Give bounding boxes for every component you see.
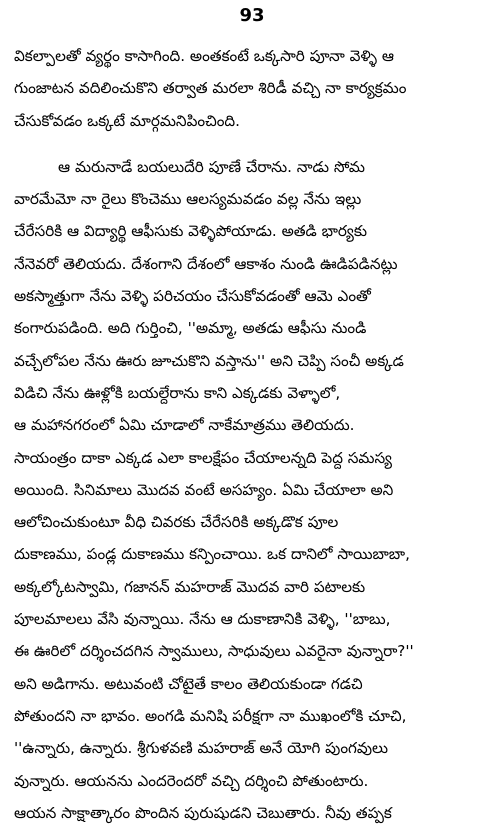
text-line: ''ఉన్నారు, ఉన్నారు. శ్రీగుళవణి మహరాజ్ అనే యోగి పుంగవులు — [14, 739, 389, 758]
text-line: ఆ మహానగరంలో ఏమి చూడాలో నాకేమాత్రము తెలియదు. — [14, 416, 355, 435]
text-line: సాయంత్రం దాకా ఎక్కడ ఎలా కాలక్షేపం చేయాలన్నది పెద్ద సమస్య — [14, 448, 392, 467]
text-line: అయింది. సినిమాలు మొదవ వంటే అసహ్యం. ఏమి చేయాలా అని — [14, 480, 394, 499]
text-line: పోతుందని నా భావం. అంగడి మనిషి పరీక్షగా నా ముఖంలోకి చూచి, — [14, 706, 407, 725]
page-number: 93 — [239, 5, 265, 26]
text-line: గుంజాటన వదిలించుకొని తర్వాత మరలా శిరిడీ వచ్చి నా కార్యక్రమం — [14, 79, 407, 98]
text-line: వున్నారు. ఆయనను ఎందరెందరో వచ్చి దర్శించి పోతుంటారు. — [14, 771, 369, 790]
page-body — [14, 40, 490, 829]
text-line: పూలమాలలు వేసి వున్నాయి. నేను ఆ దుకాణానికి వెళ్ళి, ''బాబు, — [14, 610, 391, 629]
text-line: చేసుకోవడం ఒక్కటే మార్గమనిపించింది. — [14, 111, 240, 130]
text-line: వచ్చేలోపల నేను ఊరు జూచుకొని వస్తాను'' అని చెప్పి సంచీ అక్కడ — [14, 351, 404, 370]
text-line: ఈ ఊరిలో దర్శించదగిన స్వాములు, సాధువులు ఎవరైనా వున్నారా?'' — [14, 642, 414, 661]
text-line: కంగారుపడింది. అది గుర్తించి, ''అమ్మా, అతడు ఆఫీసు నుండి — [14, 319, 367, 338]
text-line-indented: ఆ మరునాడే బయలుదేరి పూణే చేరాను. నాడు సోమ — [58, 157, 365, 176]
paragraph-spacer — [14, 137, 490, 151]
text-line: ఆయన సాక్షాత్కారం పొందిన పురుషుడని చెబుతారు. నీవు తప్పక — [14, 803, 392, 822]
text-line: విడిచి నేను ఊళ్లోకి బయల్దేరాను కాని ఎక్కడకు వెళ్ళాలో, — [14, 383, 341, 402]
text-line: దుకాణము, పండ్ల దుకాణము కన్పించాయి. ఒక దానిలో సాయిబాబా, — [14, 545, 410, 564]
text-line: వికల్పాలతో వ్యర్థం కాసాగింది. అంతకంటే ఒక్కసారి పూనా వెళ్ళి ఆ — [14, 47, 395, 65]
text-line: అని అడిగాను. అటువంటి చోటైతే కాలం తెలియకుండా గడచి — [14, 674, 363, 693]
text-line: అక్కల్కోటస్వామి, గజానన్ మహరాజ్ మొదవ వారి పటాలకు — [14, 577, 366, 596]
text-line: వారమేమో నా రైలు కొంచెము ఆలస్యమవడం వల్ల నేను ఇల్లు — [14, 190, 362, 209]
paragraph-1 — [14, 40, 490, 137]
text-line: ఆలోచించుకుంటూ వీధి చివరకు చేరేసరికి అక్కడొక పూల — [14, 513, 339, 532]
text-line: అకస్మాత్తుగా నేను వెళ్ళి పరిచయం చేసుకోవడంతో ఆమె ఎంతో — [14, 287, 371, 306]
text-line: చేరేసరికి ఆ విద్యార్థి ఆఫీసుకు వెళ్ళిపోయాడు. అతడి భార్యకు — [14, 222, 368, 241]
text-line: నేనెవరో తెలియదు. దేశంగాని దేశంలో ఆకాశం నుండి ఊడిపడినట్లు — [14, 254, 398, 273]
paragraph-2 — [14, 151, 490, 829]
